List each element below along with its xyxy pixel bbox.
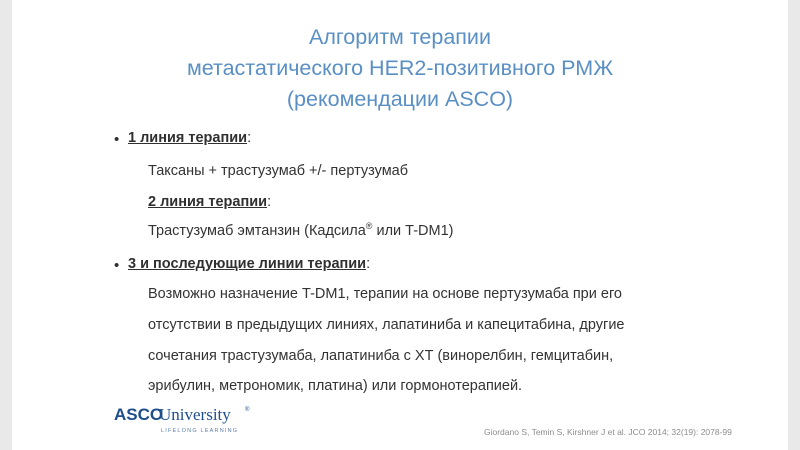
bullet-1 (114, 130, 252, 148)
bullet-1-text: Таксаны + трастузумаб +/- пертузумаб (148, 163, 409, 179)
bullet-3-line-2: отсутствии в предыдущих линиях, лапатиниба и капецитабина, другие (148, 317, 625, 333)
logo-trademark: ® (245, 407, 250, 413)
title-line-3: (рекомендации ASCO) (286, 87, 514, 111)
bullet-3-line-3: сочетания трастузумаба, лапатиниба с ХТ (винорелбин, гемцитабин, (148, 348, 614, 364)
title-line-1: Алгоритм терапии (309, 25, 491, 49)
bullet-2-heading: 2 линия терапии (148, 194, 268, 210)
citation: Giordano S, Temin S, Kirshner J et al. JCO 2014; 32(19): 2078-99 (484, 427, 732, 437)
logo-brand: ASCO (114, 405, 164, 424)
bullet-1-colon: : (247, 130, 252, 146)
bullet-3-line-4: эрибулин, метрономик, платина) или гормонотерапией. (148, 378, 523, 394)
bullet-2-text (148, 223, 453, 239)
bullet-2-text-tail: или T-DM1) (372, 223, 454, 239)
slide (12, 0, 788, 450)
logo-name: University (159, 405, 231, 424)
bullet-3-colon: : (366, 256, 371, 272)
bullet-dot-icon: • (114, 257, 120, 274)
title-line-2: метастатического HER2-позитивного РМЖ (186, 56, 614, 80)
bullet-3-heading: 3 и последующие линии терапии (128, 256, 367, 272)
bullet-2 (148, 194, 271, 210)
registered-mark: ® (365, 221, 373, 232)
asco-university-logo (114, 402, 274, 440)
logo-graphic (114, 402, 274, 440)
bullet-2-colon: : (267, 194, 272, 210)
bullet-dot-icon: • (114, 131, 120, 148)
bullet-2-text-main: Трастузумаб эмтанзин (Кадсила (148, 223, 366, 239)
slide-title (12, 22, 788, 115)
bullet-3-line-1: Возможно назначение T-DM1, терапии на основе пертузумаба при его (148, 286, 622, 302)
bullet-3 (114, 256, 371, 274)
logo-tagline: LIFELONG LEARNING (161, 428, 239, 434)
bullet-1-heading: 1 линия терапии (128, 130, 248, 146)
